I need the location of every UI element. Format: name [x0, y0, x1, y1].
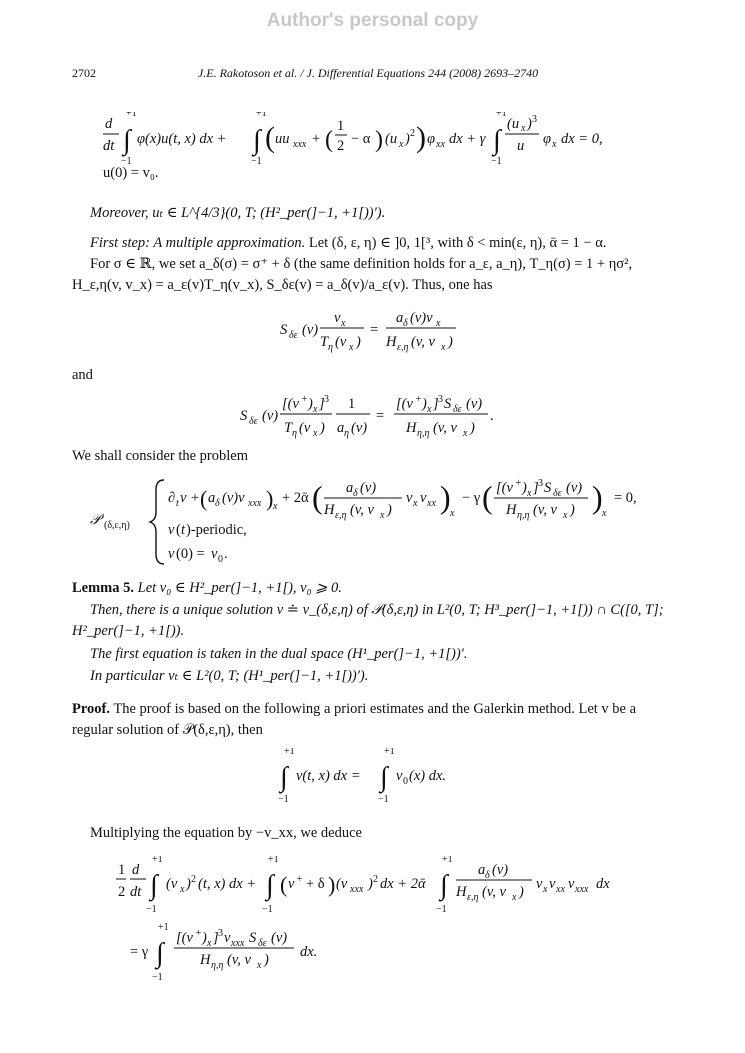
svg-text:.: .	[490, 408, 494, 424]
svg-text:0: 0	[218, 554, 223, 565]
svg-text:3: 3	[538, 478, 543, 489]
svg-text:(v, v: (v, v	[227, 952, 251, 968]
equation-energy-estimate	[116, 856, 636, 991]
svg-text:∫: ∫	[280, 762, 288, 793]
svg-text:dx + γ: dx + γ	[449, 131, 486, 147]
svg-text:−1: −1	[278, 794, 289, 805]
svg-text:dt: dt	[130, 884, 142, 900]
svg-text:+: +	[301, 394, 308, 405]
svg-text:S: S	[249, 930, 257, 946]
svg-text:dt: dt	[103, 138, 115, 154]
svg-text:v: v	[420, 490, 427, 506]
svg-text:δ: δ	[403, 318, 408, 329]
svg-text:[(v: [(v	[282, 396, 299, 412]
svg-text:x: x	[380, 510, 385, 521]
svg-text:+: +	[195, 928, 202, 939]
svg-text:+: +	[515, 478, 522, 489]
svg-text:t: t	[181, 522, 186, 538]
svg-text:xx: xx	[556, 884, 565, 895]
svg-text:t: t	[176, 498, 179, 509]
svg-text:(v: (v	[336, 876, 348, 892]
svg-text:η: η	[292, 428, 297, 439]
svg-text:]: ]	[319, 396, 325, 412]
svg-text:d: d	[105, 116, 113, 132]
svg-text:x: x	[552, 139, 557, 150]
svg-text:=: =	[370, 322, 379, 338]
svg-text:−1: −1	[436, 904, 447, 915]
first-step-paragraph	[72, 233, 664, 254]
svg-text:H: H	[456, 884, 467, 900]
svg-text:δε: δε	[249, 416, 258, 427]
svg-text:(0) =: (0) =	[176, 546, 205, 562]
svg-text:): )	[186, 876, 191, 892]
svg-text:): )	[328, 872, 336, 897]
svg-text:xxx: xxx	[248, 498, 262, 509]
svg-text:η,η: η,η	[517, 510, 530, 521]
svg-text:∫: ∫	[253, 125, 261, 156]
svg-text:3: 3	[218, 928, 223, 939]
svg-text:T: T	[320, 334, 329, 350]
svg-text:x: x	[207, 938, 212, 949]
svg-text:v: v	[334, 310, 341, 326]
svg-text:]: ]	[213, 930, 219, 946]
svg-text:+1: +1	[384, 748, 395, 757]
svg-text:): )	[416, 121, 426, 154]
svg-text:∫: ∫	[150, 870, 158, 901]
svg-text:3: 3	[532, 114, 537, 125]
svg-text:x: x	[257, 960, 262, 971]
svg-text:∫: ∫	[123, 125, 131, 156]
svg-text:v: v	[168, 522, 175, 538]
svg-text:x: x	[413, 498, 418, 509]
svg-text:+1: +1	[496, 112, 507, 119]
svg-text:(v): (v)	[302, 322, 319, 338]
svg-text:3: 3	[324, 394, 329, 405]
svg-text:v(t, x) dx =: v(t, x) dx =	[296, 768, 361, 784]
svg-text:−1: −1	[491, 156, 502, 167]
svg-text:−1: −1	[251, 156, 262, 167]
svg-text:): )	[368, 876, 373, 892]
svg-text:δε: δε	[453, 404, 462, 415]
svg-text:(u: (u	[507, 116, 520, 132]
svg-text:2: 2	[118, 884, 126, 900]
svg-text:2: 2	[373, 874, 378, 885]
svg-text:δε: δε	[553, 488, 562, 499]
svg-text:v: v	[211, 546, 218, 562]
svg-text:): )	[592, 479, 603, 515]
journal-citation: J.E. Rakotoson et al. / J. Differential Equations 244 (2008) 2693–2740	[197, 66, 539, 80]
svg-text:]: ]	[433, 396, 439, 412]
page-number: 2702	[72, 66, 96, 80]
svg-text:−1: −1	[146, 904, 157, 915]
lemma-dual-space: The first equation is taken in the dual space (H¹_per(]−1, +1[))′.	[90, 646, 468, 662]
svg-text:(u: (u	[385, 131, 398, 147]
svg-text:.: .	[224, 546, 228, 562]
first-step-title: First step: A multiple approximation.	[90, 235, 306, 251]
svg-text:xxx: xxx	[231, 938, 245, 949]
svg-text:1: 1	[337, 118, 345, 134]
svg-text:): )	[375, 127, 383, 153]
svg-text:): )	[308, 396, 313, 412]
equation-initial-condition: u(0) = v₀.	[103, 165, 159, 181]
svg-text:∫: ∫	[266, 870, 274, 901]
definitions-paragraph: For σ ∈ ℝ, we set a_δ(σ) = σ⁺ + δ (the same definition holds for a_ε, a_η), T_η(σ) = 1 + ησ², H_ε,η(v, v_x) = a_ε(v)T_η(v_x), S_δε(v) = a_δ(v)/a_ε(v). Thus, one has	[72, 256, 633, 293]
svg-text:(v, v: (v, v	[533, 502, 557, 518]
svg-text:a: a	[346, 480, 354, 496]
svg-text:+1: +1	[268, 856, 279, 865]
svg-text:η,η: η,η	[211, 960, 224, 971]
svg-text:1: 1	[348, 396, 356, 412]
svg-text:2: 2	[191, 874, 196, 885]
svg-text:x: x	[313, 428, 318, 439]
watermark: Author's personal copy	[266, 10, 479, 31]
svg-text:v: v	[288, 876, 295, 892]
svg-text:φ(x)u(t, x) dx +: φ(x)u(t, x) dx +	[137, 131, 227, 147]
svg-text:dx = 0,: dx = 0,	[561, 131, 603, 147]
equation-s-delta-eps	[280, 306, 480, 359]
svg-text:+1: +1	[158, 922, 169, 933]
svg-text:∫: ∫	[380, 762, 388, 793]
multiplying-text: Multiplying the equation by −v_xx, we deduce	[90, 825, 362, 841]
svg-text:(v, v: (v, v	[411, 334, 435, 350]
svg-text:dx.: dx.	[300, 944, 318, 960]
svg-text:v: v	[224, 930, 231, 946]
svg-text:0: 0	[403, 776, 408, 787]
moreover-statement: Moreover, uₜ ∈ L^{4/3}(0, T; (H²_per(]−1, +1[))′).	[90, 205, 386, 221]
svg-text:S: S	[240, 408, 248, 424]
svg-text:− α: − α	[351, 131, 371, 147]
lemma-hypothesis: Let v₀ ∈ H²_per(]−1, +1[), v₀ ⩾ 0.	[137, 580, 342, 596]
svg-text:+1: +1	[442, 856, 453, 865]
svg-text:S: S	[280, 322, 288, 338]
svg-text:x: x	[427, 404, 432, 415]
svg-text:xxx: xxx	[575, 884, 589, 895]
svg-text:dx + 2ᾱ: dx + 2ᾱ	[380, 876, 426, 892]
svg-text:∫: ∫	[156, 938, 164, 969]
svg-text:(v): (v)	[271, 930, 288, 946]
first-step-text: Let (δ, ε, η) ∈ ]0, 1[³, with δ < min(ε, η), ᾱ = 1 − α.	[308, 235, 607, 251]
svg-text:(v: (v	[299, 420, 311, 436]
svg-text:x: x	[399, 139, 404, 150]
svg-text:): )	[527, 116, 532, 132]
equation-weak-form-graphic	[103, 112, 663, 168]
svg-text:x: x	[527, 488, 532, 499]
svg-text:δε: δε	[258, 938, 267, 949]
equation-s-delta-eps-graphic	[280, 306, 480, 354]
svg-text:(: (	[482, 479, 493, 515]
svg-text:x: x	[563, 510, 568, 521]
svg-text:+1: +1	[152, 856, 163, 865]
svg-text:(: (	[325, 127, 333, 153]
svg-text:v: v	[396, 768, 403, 784]
svg-text:xx: xx	[436, 139, 445, 150]
svg-text:η,η: η,η	[417, 428, 430, 439]
svg-text:δε: δε	[289, 330, 298, 341]
svg-text:−1: −1	[262, 904, 273, 915]
svg-text:=: =	[376, 408, 385, 424]
svg-text:x: x	[463, 428, 468, 439]
lemma-time-derivative: In particular vₜ ∈ L²(0, T; (H¹_per(]−1, +1[))′).	[90, 668, 369, 684]
svg-text:(: (	[200, 486, 208, 511]
svg-text:= γ: = γ	[130, 944, 149, 960]
svg-text:S: S	[444, 396, 452, 412]
svg-text:): )	[264, 952, 269, 968]
svg-text:(v): (v)	[492, 862, 509, 878]
svg-text:S: S	[544, 480, 552, 496]
equation-mass-conservation	[278, 748, 478, 811]
svg-text:x: x	[273, 501, 278, 512]
svg-text:2: 2	[410, 128, 415, 139]
svg-text:v +: v +	[180, 490, 200, 506]
proof-title: Proof.	[72, 701, 110, 717]
problem-intro: We shall consider the problem	[72, 448, 249, 464]
svg-text:v: v	[406, 490, 413, 506]
svg-text:): )	[570, 502, 575, 518]
svg-text:): )	[522, 480, 527, 496]
svg-text:−1: −1	[378, 794, 389, 805]
svg-text:+ δ: + δ	[306, 876, 325, 892]
svg-text:φ: φ	[543, 131, 552, 147]
svg-text:): )	[356, 334, 361, 350]
svg-text:(v, v: (v, v	[350, 502, 374, 518]
svg-text:v: v	[549, 876, 556, 892]
svg-text:(: (	[176, 522, 181, 538]
svg-text:(t, x) dx +: (t, x) dx +	[198, 876, 257, 892]
svg-text:): )	[448, 334, 453, 350]
svg-text:(v: (v	[335, 334, 347, 350]
svg-text:(v): (v)	[262, 408, 279, 424]
svg-text:]: ]	[533, 480, 539, 496]
svg-text:H: H	[324, 502, 335, 518]
svg-text:): )	[519, 884, 524, 900]
svg-text:H: H	[200, 952, 211, 968]
svg-text:𝒫: 𝒫	[90, 512, 101, 528]
svg-text:): )	[202, 930, 207, 946]
svg-text:): )	[440, 479, 451, 515]
svg-text:2: 2	[337, 138, 345, 154]
problem-system-graphic	[90, 476, 650, 566]
svg-text:η: η	[344, 428, 349, 439]
svg-text:−1: −1	[121, 156, 132, 167]
svg-text:+: +	[312, 131, 321, 147]
svg-text:+1: +1	[126, 112, 137, 119]
svg-text:(v): (v)	[566, 480, 583, 496]
svg-text:(v): (v)	[360, 480, 377, 496]
svg-text:d: d	[132, 862, 140, 878]
svg-text:a: a	[208, 490, 216, 506]
svg-text:): )	[422, 396, 427, 412]
svg-text:x: x	[341, 318, 346, 329]
svg-text:[(v: [(v	[396, 396, 413, 412]
svg-text:−1: −1	[152, 972, 163, 983]
svg-text:+: +	[415, 394, 422, 405]
svg-text:xxx: xxx	[350, 884, 364, 895]
equation-energy-estimate-graphic	[116, 856, 636, 986]
svg-text:(: (	[312, 479, 323, 515]
svg-text:= 0,: = 0,	[614, 490, 637, 506]
svg-text:ε,η: ε,η	[467, 892, 479, 903]
svg-text:a: a	[396, 310, 404, 326]
svg-text:+ 2ᾱ: + 2ᾱ	[282, 490, 309, 506]
svg-text:xxx: xxx	[293, 139, 307, 150]
svg-text:δ: δ	[485, 870, 490, 881]
lemma-existence: Then, there is a unique solution v ≐ v_(δ,ε,η) of 𝒫(δ,ε,η) in L²(0, T; H³_per(]−1, +1[)) ∩ C([0, T]; H²_per(]−1, +1[)).	[72, 602, 664, 639]
svg-text:∂: ∂	[168, 490, 176, 506]
svg-text:a: a	[478, 862, 486, 878]
svg-text:): )	[405, 131, 410, 147]
svg-text:)-periodic,: )-periodic,	[186, 522, 247, 538]
problem-system	[90, 476, 650, 571]
svg-text:xx: xx	[427, 498, 436, 509]
svg-text:[(v: [(v	[176, 930, 193, 946]
svg-text:(δ,ε,η): (δ,ε,η)	[104, 520, 130, 531]
svg-text:3: 3	[438, 394, 443, 405]
svg-text:v: v	[168, 546, 175, 562]
svg-text:[(v: [(v	[496, 480, 513, 496]
svg-text:(v)v: (v)v	[410, 310, 433, 326]
svg-text:+1: +1	[256, 112, 267, 119]
proof-paragraph	[72, 699, 664, 741]
svg-text:∫: ∫	[440, 870, 448, 901]
svg-text:ε,η: ε,η	[397, 342, 409, 353]
svg-text:(v, v: (v, v	[482, 884, 506, 900]
svg-text:− γ: − γ	[462, 490, 481, 506]
svg-text:δ: δ	[353, 488, 358, 499]
svg-text:(v): (v)	[466, 396, 483, 412]
svg-text:(: (	[265, 121, 275, 154]
svg-text:x: x	[436, 318, 441, 329]
svg-text:x: x	[512, 892, 517, 903]
svg-text:(v): (v)	[351, 420, 368, 436]
svg-text:): )	[266, 486, 274, 511]
equation-mass-conservation-graphic	[278, 748, 478, 806]
svg-text:x: x	[441, 342, 446, 353]
svg-text:+: +	[296, 874, 303, 885]
svg-text:): )	[387, 502, 392, 518]
svg-text:T: T	[284, 420, 293, 436]
svg-text:δ: δ	[215, 498, 220, 509]
proof-text: The proof is based on the following a priori estimates and the Galerkin method. Let v be a regular solution of 𝒫(δ,ε,η), then	[72, 701, 637, 738]
svg-text:x: x	[313, 404, 318, 415]
lemma-statement	[72, 578, 664, 599]
svg-text:v: v	[568, 876, 575, 892]
svg-text:H: H	[506, 502, 517, 518]
svg-text:(x) dx.: (x) dx.	[409, 768, 447, 784]
svg-text:+1: +1	[284, 748, 295, 757]
and-text: and	[72, 367, 93, 383]
equation-cubic-term	[240, 392, 510, 445]
svg-text:): )	[320, 420, 325, 436]
svg-text:1: 1	[118, 862, 126, 878]
svg-text:x: x	[349, 342, 354, 353]
svg-text:x: x	[180, 884, 185, 895]
svg-text:a: a	[337, 420, 345, 436]
svg-text:H: H	[386, 334, 397, 350]
svg-text:H: H	[406, 420, 417, 436]
svg-text:x: x	[450, 508, 455, 519]
equation-weak-form	[103, 112, 663, 173]
svg-text:ε,η: ε,η	[335, 510, 347, 521]
svg-text:(: (	[280, 872, 288, 897]
svg-text:(v, v: (v, v	[433, 420, 457, 436]
lemma-title: Lemma 5.	[72, 580, 135, 596]
equation-cubic-term-graphic	[240, 392, 510, 440]
svg-text:x: x	[521, 123, 526, 134]
svg-text:): )	[470, 420, 475, 436]
svg-text:u: u	[517, 138, 525, 154]
svg-text:(v)v: (v)v	[222, 490, 245, 506]
svg-text:η: η	[328, 342, 333, 353]
svg-text:x: x	[543, 884, 548, 895]
svg-text:x: x	[602, 508, 607, 519]
svg-text:v: v	[536, 876, 543, 892]
svg-text:uu: uu	[275, 131, 290, 147]
svg-text:φ: φ	[427, 131, 436, 147]
svg-text:dx: dx	[596, 876, 610, 892]
svg-text:∫: ∫	[493, 125, 501, 156]
svg-text:(v: (v	[166, 876, 178, 892]
